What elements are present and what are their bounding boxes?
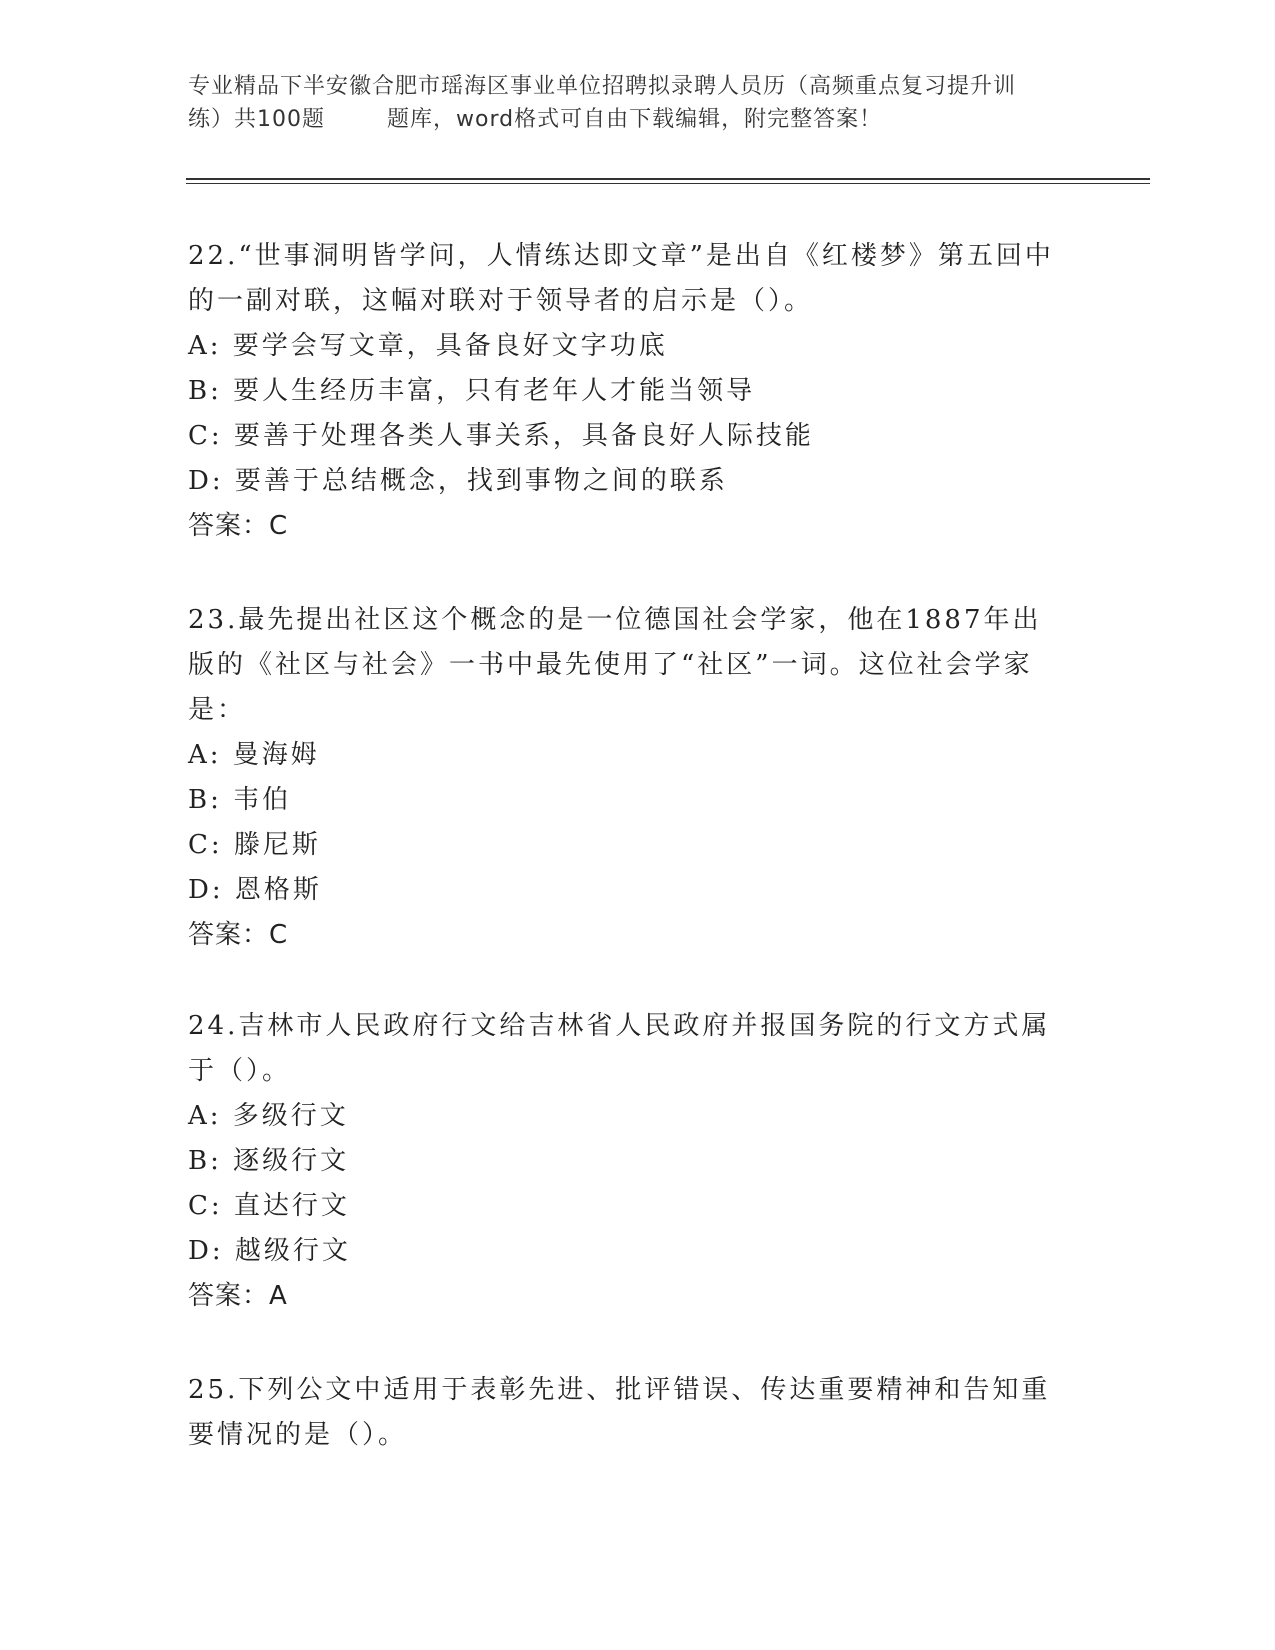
header-divider-thick xyxy=(186,178,1150,180)
answer-label: 答案：C xyxy=(188,511,289,541)
option-d: D: 要善于总结概念，找到事物之间的联系 xyxy=(188,466,728,496)
question-23 xyxy=(188,598,1068,958)
header-question-count: 练）共100题 xyxy=(188,107,325,132)
question-stem: 22.“世事洞明皆学问，人情练达即文章”是出自《红楼梦》第五回中的一副对联，这幅对联对于领导者的启示是（）。 xyxy=(188,241,1054,316)
question-24 xyxy=(188,1004,1068,1319)
option-b: B: 逐级行文 xyxy=(188,1146,350,1176)
header-divider-thin xyxy=(186,183,1150,184)
question-25 xyxy=(188,1368,1068,1458)
question-stem: 25.下列公文中适用于表彰先进、批评错误、传达重要精神和告知重要情况的是（）。 xyxy=(188,1375,1051,1450)
header-title-line-2 xyxy=(188,103,1088,136)
question-22 xyxy=(188,234,1068,549)
header-description: 题库，word格式可自由下载编辑，附完整答案！ xyxy=(387,107,883,132)
option-a: A: 要学会写文章，具备良好文字功底 xyxy=(188,331,668,361)
option-a: A: 曼海姆 xyxy=(188,740,320,770)
answer-label: 答案：A xyxy=(188,1281,288,1311)
document-header xyxy=(188,70,1088,136)
option-c: C: 滕尼斯 xyxy=(188,830,321,860)
option-c: C: 要善于处理各类人事关系，具备良好人际技能 xyxy=(188,421,814,451)
answer-label: 答案：C xyxy=(188,920,289,950)
option-d: D: 越级行文 xyxy=(188,1236,351,1266)
option-a: A: 多级行文 xyxy=(188,1101,349,1131)
option-b: B: 要人生经历丰富，只有老年人才能当领导 xyxy=(188,376,756,406)
option-b: B: 韦伯 xyxy=(188,785,292,815)
question-stem: 23.最先提出社区这个概念的是一位德国社会学家，他在1887年出版的《社区与社会》一书中最先使用了“社区”一词。这位社会学家是： xyxy=(188,605,1042,725)
option-d: D: 恩格斯 xyxy=(188,875,322,905)
header-title-line-1: 专业精品下半安徽合肥市瑶海区事业单位招聘拟录聘人员历（高频重点复习提升训 xyxy=(188,74,1017,99)
question-stem: 24.吉林市人民政府行文给吉林省人民政府并报国务院的行文方式属于（）。 xyxy=(188,1011,1051,1086)
option-c: C: 直达行文 xyxy=(188,1191,350,1221)
